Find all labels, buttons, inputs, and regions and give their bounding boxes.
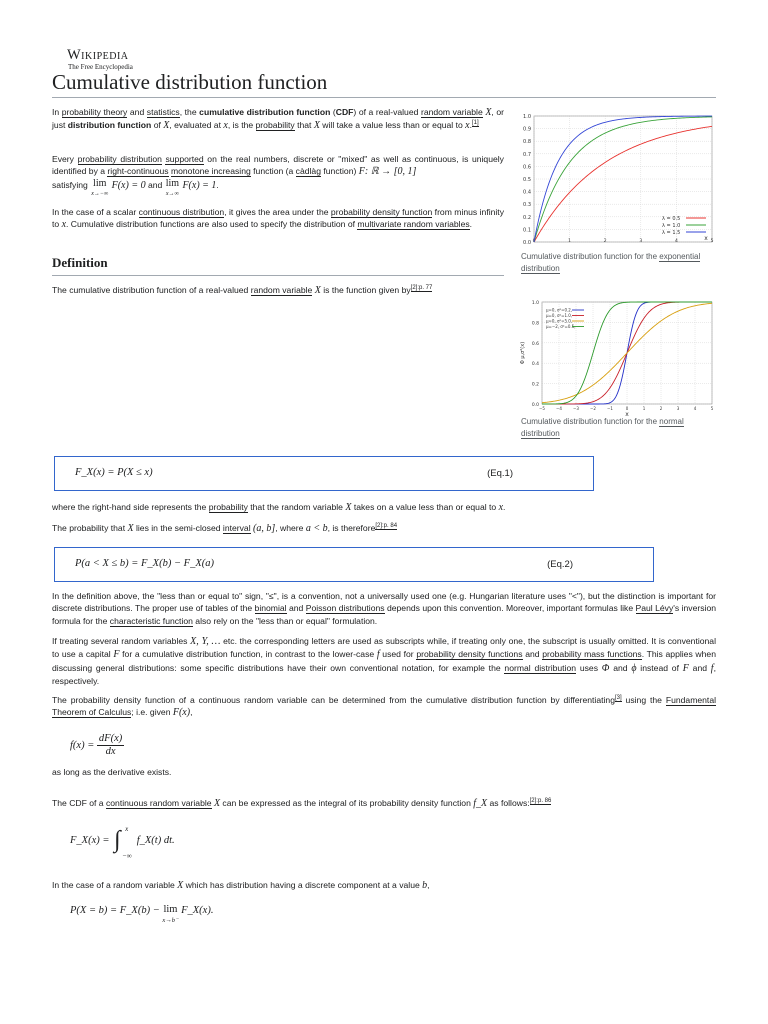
integral-formula: F_X(x) = ∫ x −∞ f_X(t) dt.: [70, 825, 175, 860]
link-characteristic-function[interactable]: characteristic function: [109, 615, 193, 626]
link-normal-distribution-caption[interactable]: normal distribution: [521, 417, 684, 438]
link-probability[interactable]: probability: [255, 120, 295, 131]
link-fundamental-theorem-of-calculus[interactable]: Fundamental Theorem of Calculus: [52, 695, 717, 718]
x-tick-label: −4: [556, 406, 562, 411]
equation-2-formula: P(a < X ≤ b) = F_X(b) − F_X(a): [75, 558, 214, 569]
x-tick-label: −3: [573, 406, 579, 411]
definition-paragraph-4: In the definition above, the "less than or equal to" sign, "≤", is a convention, not a universally used one (e.g. Hungarian literature uses "<"), but the distinction is important for discrete distributions. The proper use of tables of the binomial and Poisson distributions depends upon this convention. Moreover, important formulas like Paul Lévy's inversion formula for the characteristic function also rely on the "less than or equal" formulation.: [52, 591, 716, 626]
x-tick-label: 1: [642, 406, 646, 411]
x-tick-label: −1: [607, 406, 613, 411]
link-multivariate-random-variables[interactable]: multivariate random variables: [357, 219, 470, 230]
limit-neg: lim x→−∞: [91, 177, 109, 197]
link-paul-levy[interactable]: Paul Lévy: [635, 603, 674, 614]
intro-paragraph-1: In probability theory and statistics, the cumulative distribution function (CDF) of a real-valued random variable X, or just distribution function of X, evaluated at x, is the probability that X will take a value less than or equal to x.[1]: [52, 107, 505, 132]
link-normal-distribution[interactable]: normal distribution: [504, 662, 577, 673]
x-axis-label: x: [625, 411, 629, 418]
x-tick-label: 3: [639, 239, 643, 244]
page-title: Cumulative distribution function: [52, 68, 716, 98]
y-tick-label: 0.1: [523, 227, 531, 234]
y-tick-label: 1.0: [523, 114, 531, 120]
link-continuous-random-variable[interactable]: continuous random variable: [105, 798, 212, 808]
link-probability-mass-functions[interactable]: probability mass functions: [542, 649, 642, 660]
link-random-variable-2[interactable]: random variable: [250, 285, 313, 295]
equation-1-formula: F_X(x) = P(X ≤ x): [75, 467, 153, 478]
x-tick-label: 3: [676, 406, 680, 411]
y-tick-label: 0.2: [523, 214, 531, 221]
link-poisson-distributions[interactable]: Poisson distributions: [305, 603, 385, 614]
y-tick-label: 0.5: [523, 177, 531, 183]
equation-2-label: (Eq.2): [547, 559, 573, 570]
discrete-component-formula: P(X = b) = F_X(b) − lim x→b⁻ F_X(x).: [70, 904, 214, 924]
ref-2-p77[interactable]: [2]:p. 77: [410, 285, 433, 291]
legend-label: μ=0, σ²=0.2,: [546, 307, 573, 313]
y-tick-label: 0.3: [523, 202, 531, 209]
x-tick-label: 1: [568, 239, 572, 244]
link-probability-2[interactable]: probability: [208, 502, 248, 512]
x-tick-label: 4: [693, 406, 697, 411]
y-tick-label: 0.4: [523, 189, 531, 196]
legend-label: λ = 1.5: [662, 230, 681, 236]
x-tick-label: −5: [539, 406, 545, 411]
definition-paragraph-3: The probability that X lies in the semi-closed interval (a, b], where a < b, is therefore$^{[2]:p. 84}$: [52, 523, 398, 534]
logo-tagline: The Free Encyclopedia: [68, 63, 133, 71]
link-exponential-distribution[interactable]: exponential distribution: [521, 252, 701, 273]
y-tick-label: 0.9: [523, 126, 531, 133]
legend-label: λ = 1.0: [662, 223, 681, 229]
ref-2-p86[interactable]: [2]:p. 86: [529, 798, 552, 804]
y-tick-label: 0.8: [531, 321, 539, 327]
y-tick-label: 0.2: [531, 382, 539, 388]
link-supported[interactable]: supported: [165, 154, 204, 164]
x-tick-label: 4: [674, 239, 678, 244]
y-tick-label: 0.8: [523, 139, 531, 146]
ref-3[interactable]: [3]: [614, 695, 622, 701]
definition-paragraph-5: If treating several random variables X, Y, … etc. the corresponding letters are used as subscripts while, if treating only one, the subscript is usually omitted. It is conventional to use a capital F for a cumulative distribution function, in contrast to the lower-case f used for probability density functions and probability mass functions. This applies when discussing general distributions: some specific distributions have their own conventional notation, for example the normal distribution uses Φ and ϕ instead of F and f, respectively.: [52, 636, 716, 687]
definition-paragraph-1: The cumulative distribution function of a real-valued random variable X is the function given $by^{[2]:p. 77}$: [52, 285, 433, 296]
x-axis-label: x: [704, 235, 708, 242]
link-random-variable[interactable]: random variable: [420, 107, 483, 117]
link-statistics[interactable]: statistics: [146, 107, 180, 117]
x-tick-label: 0: [625, 406, 629, 411]
y-tick-label: 0.0: [523, 240, 531, 246]
link-probability-density-function[interactable]: probability density function: [330, 207, 433, 217]
exponential-cdf-chart: [516, 110, 716, 252]
definition-paragraph-2: where the right-hand side represents the probability that the random variable X takes on a value less than or equal to x.: [52, 502, 506, 513]
y-tick-label: 0.4: [531, 362, 539, 368]
legend-label: λ = 0.5: [662, 216, 681, 222]
link-probability-density-functions[interactable]: probability density functions: [416, 649, 523, 660]
definition-paragraph-6: The probability density function of a continuous random variable can be determined from the cumulative distribution function by differentiating[3] using the Fundamental Theorem of Calculus; i.e. given F(x),: [52, 695, 717, 719]
legend-label: μ=−2, σ²=0.5,: [546, 324, 576, 329]
link-monotone-increasing[interactable]: monotone increasing: [170, 166, 251, 177]
equation-box-1: [54, 456, 594, 491]
x-tick-label: 5: [710, 406, 714, 411]
link-cadlag[interactable]: càdlàg: [295, 166, 321, 177]
link-binomial[interactable]: binomial: [254, 603, 287, 614]
x-tick-label: 0: [532, 239, 536, 244]
link-probability-distribution[interactable]: probability distribution: [77, 154, 162, 164]
normal-cdf-chart: [516, 296, 716, 418]
legend-label: μ=0, σ²=5.0,: [546, 318, 573, 324]
derivative-formula: f(x) = $\frac{dF(x)}{dx}$: [70, 733, 123, 757]
y-tick-label: 0.6: [531, 341, 539, 347]
definition-paragraph-7: as long as the derivative exists.: [52, 767, 172, 777]
equation-1-label: (Eq.1): [487, 468, 513, 479]
logo-wordmark: Wikipedia: [67, 47, 129, 63]
y-tick-label: 0.7: [523, 151, 531, 158]
link-right-continuous[interactable]: right-continuous: [107, 166, 169, 177]
figure-caption-normal: Cumulative distribution function for the normal distribution: [521, 417, 684, 438]
intro-paragraph-2: Every probability distribution supported on the real numbers, discrete or "mixed" as well as continuous, is uniquely identified by a right-continuous monotone increasing function (a càdlàg function) F: ℝ → [0, 1] satisfying lim x→−∞ F(x) = 0 and lim x→∞ F(x) = 1.: [52, 154, 504, 197]
equation-box-2: [54, 547, 654, 582]
definition-paragraph-8: The CDF of a continuous random variable X can be expressed as the integral of its probability density function f_X as follows:$^{[2]:p. 86}$: [52, 798, 552, 809]
link-interval[interactable]: interval: [222, 523, 251, 533]
y-tick-label: 0.6: [523, 164, 531, 171]
y-tick-label: 0.0: [531, 403, 539, 408]
x-tick-label: −2: [590, 406, 596, 411]
link-probability-theory[interactable]: probability theory: [61, 107, 128, 117]
y-axis-label: Φ μ,σ²(x): [520, 341, 526, 365]
intro-paragraph-3: In the case of a scalar continuous distribution, it gives the area under the probability density function from minus infinity to x. Cumulative distribution functions are also used to specify the distribution of multivariate random variables.: [52, 207, 504, 231]
figure-caption-exponential: Cumulative distribution function for the exponential distribution: [521, 252, 701, 273]
ref-1[interactable]: [1]: [472, 120, 479, 127]
section-heading-definition: Definition: [52, 254, 504, 276]
ref-2-p84[interactable]: [2]:p. 84: [375, 523, 398, 529]
limit-pos: lim x→∞: [165, 177, 180, 197]
x-tick-label: 5: [710, 239, 714, 244]
definition-paragraph-9: In the case of a random variable X which has distribution having a discrete component at a value b,: [52, 880, 430, 891]
y-tick-label: 1.0: [531, 301, 539, 306]
x-tick-label: 2: [603, 239, 607, 244]
x-tick-label: 2: [659, 406, 663, 411]
link-continuous-distribution[interactable]: continuous distribution: [138, 207, 225, 217]
legend-label: μ=0, σ²=1.0,: [546, 313, 573, 318]
